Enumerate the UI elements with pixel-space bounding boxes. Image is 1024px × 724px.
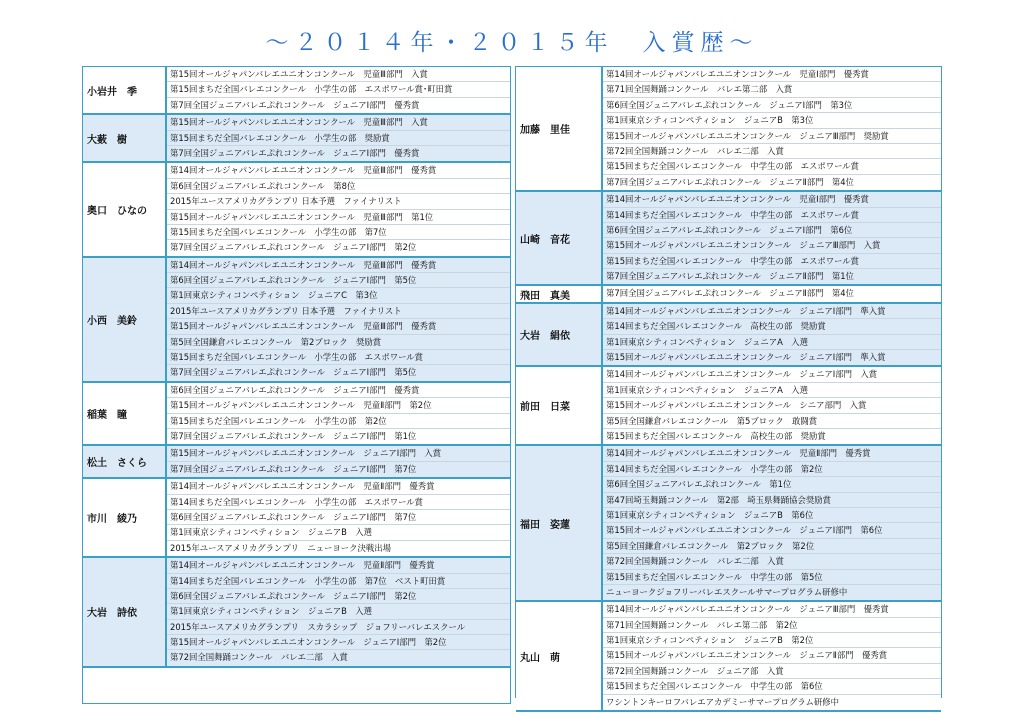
student-group [83, 558, 510, 668]
award-row: 第15回オールジャパンバレエユニオンコンクール シニア部門 入賞 [603, 398, 941, 413]
award-row: 第14回まちだ全国バレエコンクール 小学生の部 第2位 [603, 462, 941, 477]
student-name: 小西 美鈴 [83, 258, 167, 381]
student-group [83, 479, 510, 558]
award-row: 第15回オールジャパンバレエユニオンコンクール ジュニアⅠ部門 第2位 [167, 635, 510, 650]
award-row: 第15回オールジャパンバレエユニオンコンクール 児童Ⅲ部門 第1位 [167, 210, 510, 225]
award-list [603, 286, 941, 301]
student-group [83, 67, 510, 115]
award-row: 第5回全国鎌倉バレエコンクール 第2ブロック 第2位 [603, 539, 941, 554]
student-name: 市川 綾乃 [83, 479, 167, 556]
award-list [167, 479, 510, 556]
award-row: 第6回全国ジュニアバレエぷれコンクール ジュニアⅠ部門 第3位 [603, 98, 941, 113]
award-row: 第7回全国ジュニアバレエぷれコンクール ジュニアⅠ部門 第7位 [170, 463, 417, 474]
award-row: 第14回オールジャパンバレエユニオンコンクール 児童Ⅱ部門 優秀賞 [603, 446, 941, 461]
award-row: 第7回全国ジュニアバレエぷれコンクール ジュニアⅡ部門 第4位 [606, 288, 854, 299]
award-row: 第15回オールジャパンバレエユニオンコンクール ジュニアⅢ部門 奨励賞 [603, 129, 941, 144]
award-row: 2015年ユースアメリカグランプリ スカラシップ ジョフリーバレエスクール [167, 620, 510, 635]
award-list [167, 258, 510, 381]
award-row: 第15回オールジャパンバレエユニオンコンクール ジュニアⅠ部門 入賞 [167, 446, 510, 461]
award-row: 第15回まちだ全国バレエコンクール 中学生の部 エスポワール賞 [603, 159, 941, 174]
award-row: 第6回全国ジュニアバレエぷれコンクール ジュニアⅠ部門 第7位 [167, 510, 510, 525]
student-name: 大岩 絹依 [516, 304, 603, 366]
award-row: 第14回まちだ全国バレエコンクール 小学生の部 エスポワール賞 [167, 495, 510, 510]
student-name: 大薮 樹 [83, 115, 167, 161]
award-row: 2015年ユースアメリカグランプリ 日本予選 ファイナリスト [167, 304, 510, 319]
award-row: 第14回まちだ全国バレエコンクール 小学生の部 第7位 ベスト町田賞 [167, 574, 510, 589]
award-row: 第14回オールジャパンバレエユニオンコンクール 児童Ⅲ部門 優秀賞 [167, 163, 510, 178]
award-row: 第15回オールジャパンバレエユニオンコンクール ジュニアⅡ部門 優秀賞 [603, 648, 941, 663]
award-row: 第1回東京シティコンペティション ジュニアA 入選 [603, 335, 941, 350]
award-row: 第6回全国ジュニアバレエぷれコンクール ジュニアⅠ部門 優秀賞 [167, 383, 510, 398]
award-list [603, 446, 941, 600]
award-row: 第15回オールジャパンバレエユニオンコンクール ジュニアⅢ部門 入賞 [603, 238, 941, 253]
award-row: 第71回全国舞踊コンクール バレエ第二部 入賞 [603, 82, 941, 97]
award-row: 第6回全国ジュニアバレエぷれコンクール 第1位 [603, 477, 941, 492]
student-name: 松土 さくら [83, 446, 167, 477]
award-row: ニューヨークジョフリーバレエスクールサマープログラム研修中 [606, 586, 848, 597]
award-row: 第14回オールジャパンバレエユニオンコンクール ジュニアⅠ部門 入賞 [603, 367, 941, 382]
award-row: 第7回全国ジュニアバレエぷれコンクール ジュニアⅠ部門 第2位 [170, 242, 417, 253]
award-row: 第1回東京シティコンペティション ジュニアA 入選 [603, 383, 941, 398]
award-row: 2015年ユースアメリカグランプリ ニューヨーク決戦出場 [170, 542, 391, 553]
right-award-table [515, 66, 942, 707]
award-row: 第5回全国鎌倉バレエコンクール 第2ブロック 奨励賞 [167, 335, 510, 350]
student-name: 丸山 萌 [516, 602, 603, 710]
award-row: 第7回全国ジュニアバレエぷれコンクール ジュニアⅠ部門 優秀賞 [170, 99, 420, 110]
student-group [83, 163, 510, 257]
award-row: 第15回まちだ全国バレエコンクール 中学生の部 エスポワール賞 [603, 254, 941, 269]
award-list [167, 383, 510, 445]
award-row: 第72回全国舞踊コンクール バレエ二部 入賞 [603, 554, 941, 569]
award-row: 第72回全国舞踊コンクール ジュニア部 入賞 [603, 664, 941, 679]
award-row: 第15回オールジャパンバレエユニオンコンクール ジュニアⅠ部門 準入賞 [606, 352, 886, 363]
award-row: 第14回オールジャパンバレエユニオンコンクール 児童Ⅱ部門 優秀賞 [167, 558, 510, 573]
award-row: 第7回全国ジュニアバレエぷれコンクール ジュニアⅡ部門 第1位 [606, 271, 854, 282]
award-row: 2015年ユースアメリカグランプリ 日本予選 ファイナリスト [167, 194, 510, 209]
student-group [516, 304, 941, 368]
award-row: 第1回東京シティコンペティション ジュニアB 第3位 [603, 113, 941, 128]
award-row: 第14回オールジャパンバレエユニオンコンクール 児童Ⅱ部門 優秀賞 [167, 479, 510, 494]
student-group [516, 67, 941, 192]
award-row: 第72回全国舞踊コンクール バレエ二部 入賞 [170, 652, 348, 663]
award-list [167, 115, 510, 161]
student-group [516, 192, 941, 286]
award-row: 第1回東京シティコンペティション ジュニアB 第6位 [603, 508, 941, 523]
award-row: 第15回まちだ全国バレエコンクール 小学生の部 第7位 [167, 225, 510, 240]
student-name: 山崎 音花 [516, 192, 603, 284]
award-row: 第15回オールジャパンバレエユニオンコンクール 児童Ⅲ部門 入賞 [167, 115, 510, 130]
award-row: 第14回オールジャパンバレエユニオンコンクール 児童Ⅲ部門 優秀賞 [167, 258, 510, 273]
award-row: 第6回全国ジュニアバレエぷれコンクール ジュニアⅠ部門 第5位 [167, 273, 510, 288]
award-row: 第1回東京シティコンペティション ジュニアB 入選 [167, 604, 510, 619]
student-group [83, 258, 510, 383]
award-row: 第6回全国ジュニアバレエぷれコンクール ジュニアⅠ部門 第2位 [167, 589, 510, 604]
award-row: 第72回全国舞踊コンクール バレエ二部 入賞 [603, 144, 941, 159]
student-group [83, 446, 510, 479]
student-name: 大岩 詩依 [83, 558, 167, 666]
student-group [516, 602, 941, 712]
student-group [83, 383, 510, 447]
award-list [167, 67, 510, 113]
award-row: 第71回全国舞踊コンクール バレエ第二部 第2位 [603, 618, 941, 633]
student-name: 稲葉 瞳 [83, 383, 167, 445]
award-row: 第15回まちだ全国バレエコンクール 中学生の部 第5位 [603, 570, 941, 585]
award-row: 第14回まちだ全国バレエコンクール 中学生の部 エスポワール賞 [603, 208, 941, 223]
student-name: 前田 日菜 [516, 367, 603, 444]
award-list [167, 163, 510, 255]
award-row: 第15回オールジャパンバレエユニオンコンクール 児童Ⅲ部門 優秀賞 [167, 319, 510, 334]
award-row: 第15回まちだ全国バレエコンクール 小学生の部 エスポワール賞･町田賞 [167, 82, 510, 97]
award-row: 第15回まちだ全国バレエコンクール 小学生の部 奨励賞 [167, 131, 510, 146]
award-row: 第15回オールジャパンバレエユニオンコンクール ジュニアⅠ部門 第6位 [603, 523, 941, 538]
award-list [603, 304, 941, 366]
award-row: 第1回東京シティコンペティション ジュニアC 第3位 [167, 288, 510, 303]
award-row: 第14回まちだ全国バレエコンクール 高校生の部 奨励賞 [603, 319, 941, 334]
award-row: 第7回全国ジュニアバレエぷれコンクール ジュニアⅠ部門 第1位 [170, 430, 417, 441]
award-row: 第7回全国ジュニアバレエぷれコンクール ジュニアⅡ部門 第4位 [606, 176, 854, 187]
award-list [167, 446, 510, 477]
page-title: ～２０１４年・２０１５年 入賞歴～ [265, 30, 759, 56]
award-row: 第6回全国ジュニアバレエぷれコンクール 第8位 [167, 179, 510, 194]
award-row: 第14回オールジャパンバレエユニオンコンクール ジュニアⅠ部門 準入賞 [603, 304, 941, 319]
award-list [603, 192, 941, 284]
student-name: 加藤 里佳 [516, 67, 603, 190]
award-row: 第1回東京シティコンペティション ジュニアB 第2位 [603, 633, 941, 648]
award-row: 第15回まちだ全国バレエコンクール 中学生の部 第6位 [603, 679, 941, 694]
award-row: 第7回全国ジュニアバレエぷれコンクール ジュニアⅠ部門 第5位 [170, 367, 417, 378]
award-row: ワシントンキーロフバレエアカデミーサマープログラム研修中 [606, 696, 840, 707]
award-row: 第15回まちだ全国バレエコンクール 高校生の部 奨励賞 [606, 430, 826, 441]
award-row: 第15回まちだ全国バレエコンクール 小学生の部 エスポワール賞 [167, 350, 510, 365]
award-row: 第15回オールジャパンバレエユニオンコンクール 児童Ⅲ部門 入賞 [167, 67, 510, 82]
award-list [603, 367, 941, 444]
award-row: 第15回オールジャパンバレエユニオンコンクール 児童Ⅱ部門 第2位 [167, 398, 510, 413]
award-row: 第1回東京シティコンペティション ジュニアB 入選 [167, 525, 510, 540]
award-row: 第14回オールジャパンバレエユニオンコンクール 児童Ⅰ部門 優秀賞 [603, 67, 941, 82]
student-name: 飛田 真美 [516, 286, 603, 301]
award-row: 第5回全国鎌倉バレエコンクール 第5ブロック 敢闘賞 [603, 414, 941, 429]
student-name: 奥口 ひなの [83, 163, 167, 255]
student-group [516, 286, 941, 303]
award-list [167, 558, 510, 666]
award-row: 第7回全国ジュニアバレエぷれコンクール ジュニアⅠ部門 優秀賞 [170, 147, 420, 158]
student-group [516, 446, 941, 602]
student-name: 小岩井 季 [83, 67, 167, 113]
award-list [603, 67, 941, 190]
award-row: 第14回オールジャパンバレエユニオンコンクール ジュニアⅢ部門 優秀賞 [603, 602, 941, 617]
student-name: 福田 姿蓮 [516, 446, 603, 600]
award-row: 第6回全国ジュニアバレエぷれコンクール ジュニアⅠ部門 第6位 [603, 223, 941, 238]
award-row: 第14回オールジャパンバレエユニオンコンクール 児童Ⅰ部門 優秀賞 [603, 192, 941, 207]
student-group [83, 115, 510, 163]
left-award-table [82, 66, 511, 704]
award-row: 第47回埼玉舞踊コンクール 第2部 埼玉県舞踊協会奨励賞 [603, 493, 941, 508]
award-row: 第15回まちだ全国バレエコンクール 小学生の部 第2位 [167, 414, 510, 429]
award-list [603, 602, 941, 710]
student-group [516, 367, 941, 446]
